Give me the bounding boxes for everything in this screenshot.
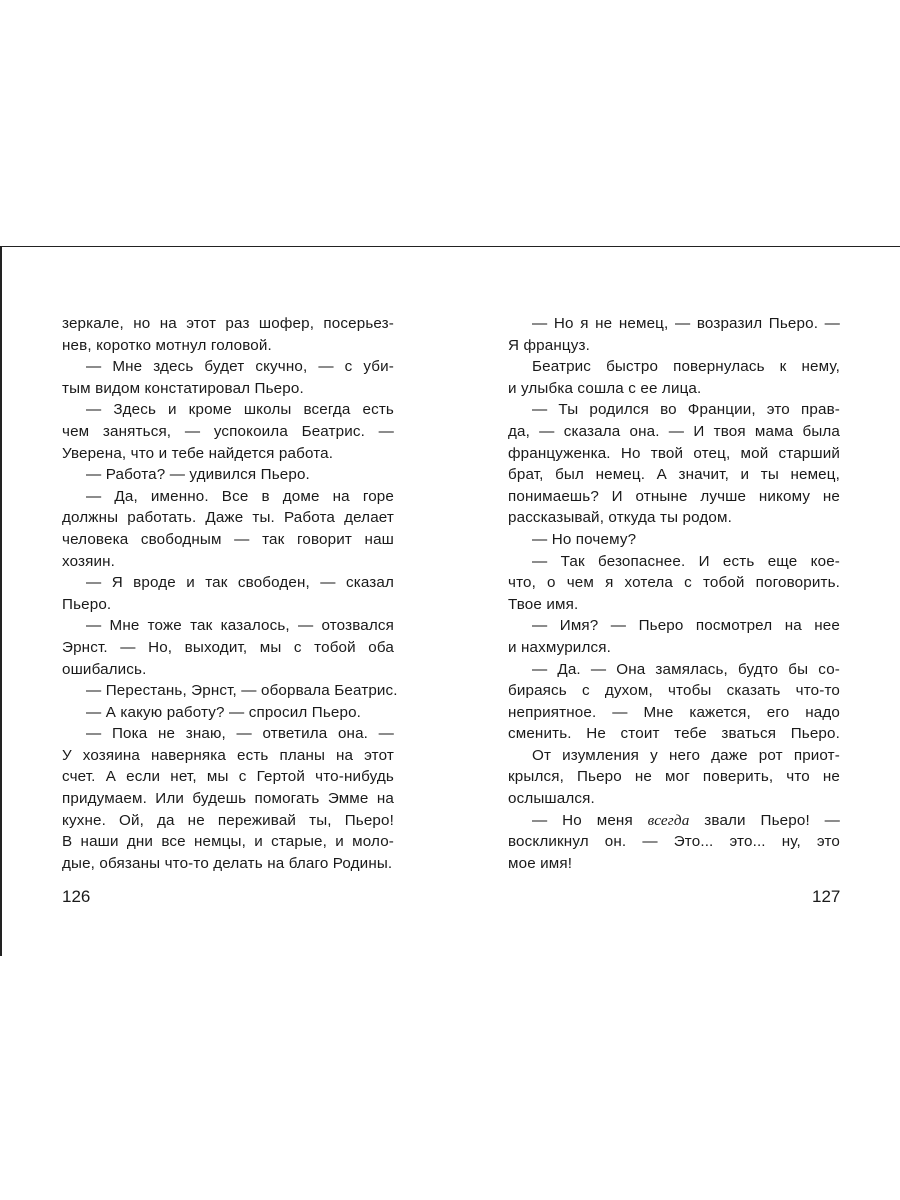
text-line: рассказывай, откуда ты родом. bbox=[508, 509, 732, 527]
text-line: — Но почему? bbox=[532, 530, 637, 548]
text-line: брат, был немец. А значит, и ты немец, bbox=[508, 466, 840, 484]
text-line: Уверена, что и тебе найдется работа. bbox=[62, 444, 334, 462]
text-line: — Я вроде и так свободен, — сказал bbox=[86, 574, 394, 592]
text-fragment: звали Пьеро! — bbox=[689, 811, 840, 829]
text-line: что, о чем я хотела с тобой поговорить. bbox=[508, 574, 840, 592]
text-line: — Здесь и кроме школы всегда есть bbox=[86, 401, 394, 419]
text-line: воскликнул он. — Это... это... ну, это bbox=[508, 833, 840, 851]
text-line: — Имя? — Пьеро посмотрел на нее bbox=[532, 617, 840, 635]
text-line: тым видом констатировал Пьеро. bbox=[62, 379, 304, 397]
emphasis-text: всегда bbox=[647, 811, 690, 829]
text-line: — А какую работу? — спросил Пьеро. bbox=[86, 703, 362, 721]
left-page-text bbox=[62, 313, 398, 874]
text-line: мое имя! bbox=[508, 854, 573, 872]
text-line: У хозяина наверняка есть планы на этот bbox=[62, 746, 394, 764]
text-line: Эрнст. — Но, выходит, мы с тобой оба bbox=[62, 638, 394, 656]
right-page-text bbox=[508, 313, 840, 874]
page-number-right: 127 bbox=[812, 887, 841, 906]
page-number-left: 126 bbox=[62, 887, 91, 906]
text-line: хозяин. bbox=[62, 552, 116, 570]
text-line: и нахмурился. bbox=[508, 638, 611, 656]
text-line: — Работа? — удивился Пьеро. bbox=[86, 466, 310, 484]
text-line: человека свободным — так говорит наш bbox=[62, 530, 394, 548]
text-line: крылся, Пьеро не мог поверить, что не bbox=[508, 768, 840, 786]
text-line: В наши дни все немцы, и старые, и моло- bbox=[62, 833, 394, 851]
text-line: неприятное. — Мне кажется, его надо bbox=[508, 703, 840, 721]
text-line: Беатрис быстро повернулась к нему, bbox=[532, 358, 840, 376]
text-line: — Так безопаснее. И есть еще кое- bbox=[532, 552, 840, 570]
text-line: — Пока не знаю, — ответила она. — bbox=[86, 725, 394, 743]
text-line: От изумления у него даже рот приот- bbox=[532, 746, 840, 764]
text-line: ошибались. bbox=[62, 660, 147, 678]
text-line: француженка. Но твой отец, мой старший bbox=[508, 444, 840, 462]
text-line: — Перестань, Эрнст, — оборвала Беатрис. bbox=[86, 682, 398, 700]
text-line: понимаешь? И отныне лучше никому не bbox=[508, 487, 840, 505]
text-line: бираясь с духом, чтобы сказать что-то bbox=[508, 682, 840, 700]
text-line: — Да. — Она замялась, будто бы со- bbox=[532, 660, 840, 678]
text-line: чем заняться, — успокоила Беатрис. — bbox=[62, 422, 394, 440]
text-line: счет. А если нет, мы с Гертой что-нибудь bbox=[62, 768, 394, 786]
text-line: Я француз. bbox=[508, 336, 590, 354]
text-line: да, — сказала она. — И твоя мама была bbox=[508, 422, 840, 440]
text-line: сменить. Не стоит тебе зваться Пьеро. bbox=[508, 725, 840, 743]
text-line: кухне. Ой, да не переживай ты, Пьеро! bbox=[62, 811, 394, 829]
text-line: придумаем. Или будешь помогать Эмме на bbox=[62, 790, 394, 808]
text-line: дые, обязаны что-то делать на благо Родины. bbox=[62, 854, 393, 872]
text-line: Пьеро. bbox=[62, 595, 112, 613]
text-line bbox=[508, 810, 840, 832]
text-line: — Мне здесь будет скучно, — с уби- bbox=[86, 358, 394, 376]
text-line: Твое имя. bbox=[508, 595, 579, 613]
book-spread bbox=[0, 246, 900, 956]
text-line: — Но я не немец, — возразил Пьеро. — bbox=[532, 315, 840, 332]
text-line: нев, коротко мотнул головой. bbox=[62, 336, 272, 354]
text-line: и улыбка сошла с ее лица. bbox=[508, 379, 702, 397]
text-fragment: — Но меня bbox=[532, 811, 648, 829]
text-line: — Да, именно. Все в доме на горе bbox=[86, 487, 394, 505]
text-line: ослышался. bbox=[508, 790, 595, 808]
text-line: зеркале, но на этот раз шофер, посерьез- bbox=[62, 315, 394, 332]
text-line: должны работать. Даже ты. Работа делает bbox=[62, 509, 394, 527]
text-line: — Мне тоже так казалось, — отозвался bbox=[86, 617, 394, 635]
text-line: — Ты родился во Франции, это прав- bbox=[532, 401, 840, 419]
